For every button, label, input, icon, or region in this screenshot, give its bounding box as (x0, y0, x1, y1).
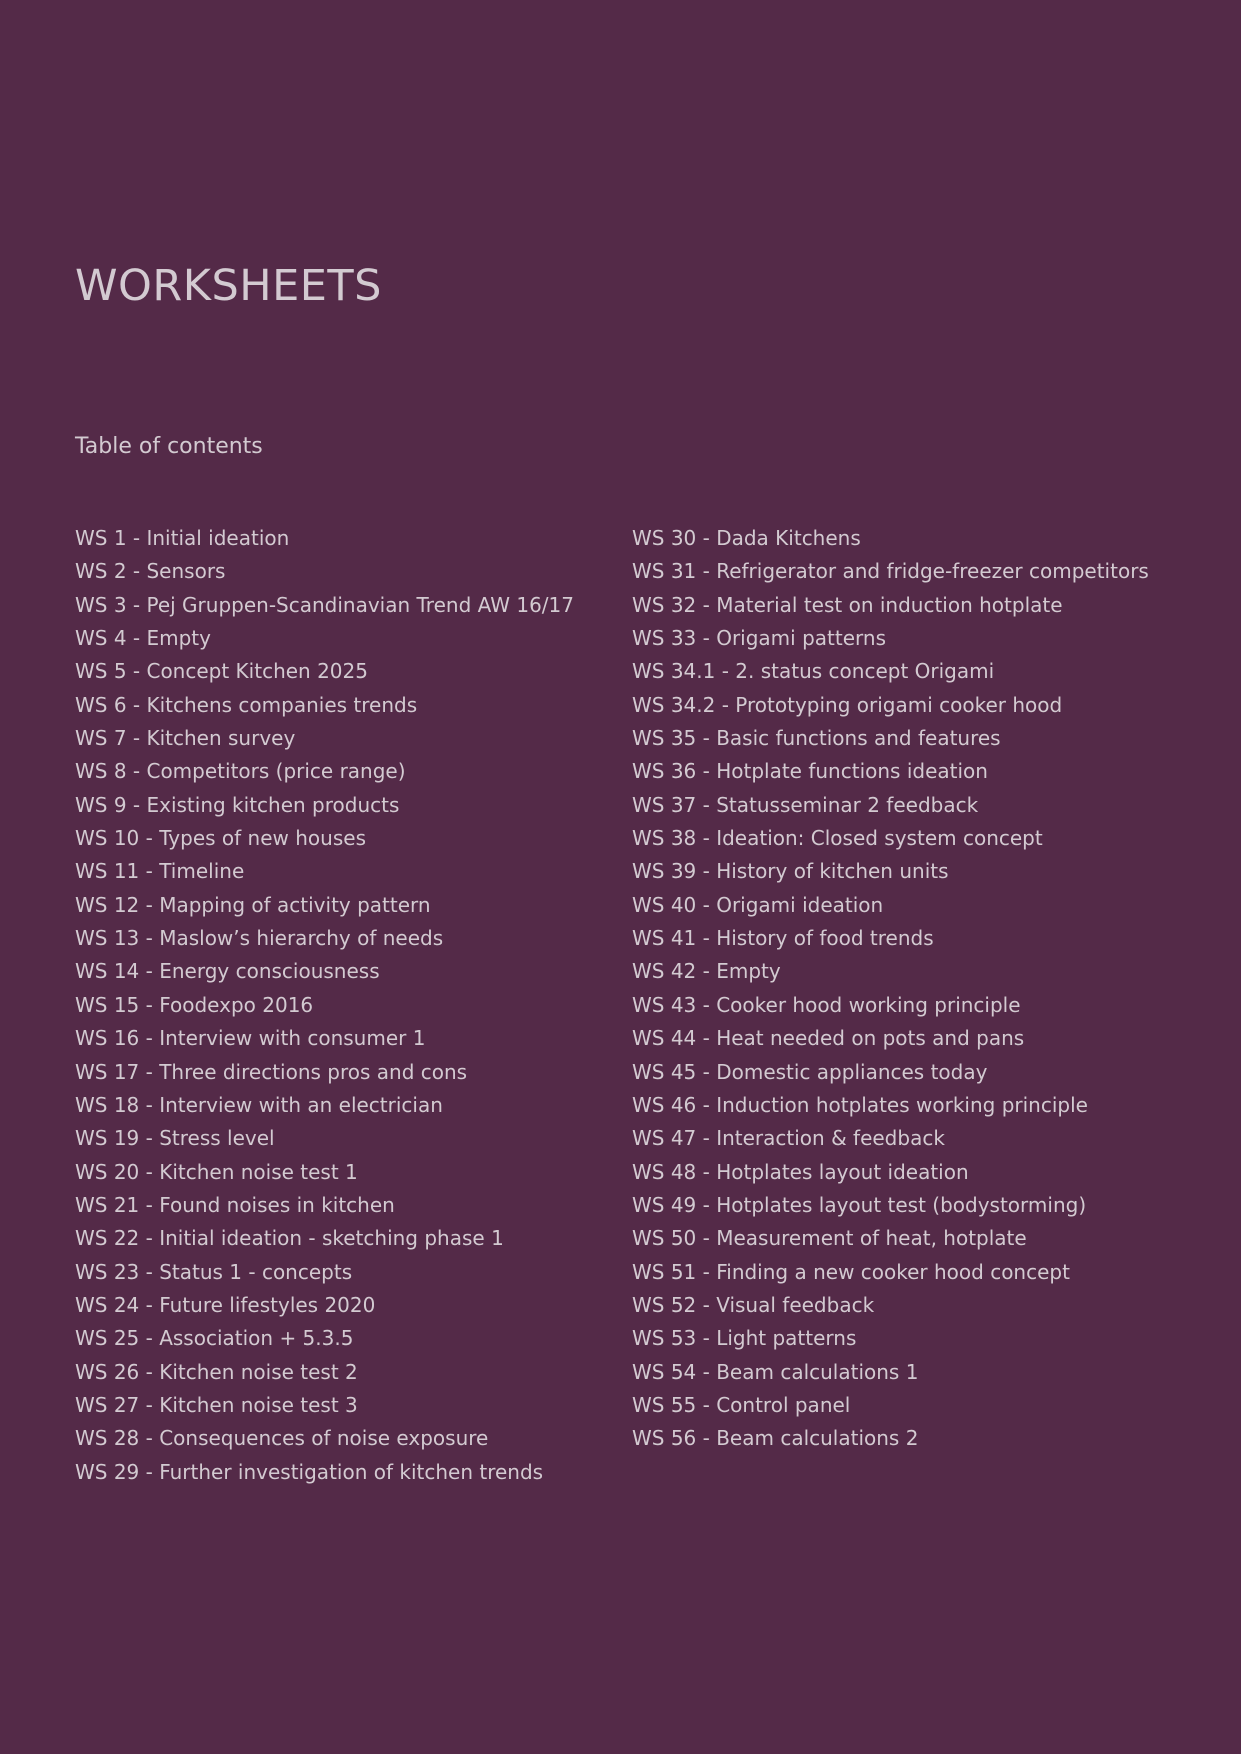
toc-item: WS 53 - Light patterns (632, 1326, 857, 1351)
toc-item: WS 56 - Beam calculations 2 (632, 1426, 919, 1451)
toc-item: WS 19 - Stress level (75, 1126, 275, 1151)
toc-item: WS 7 - Kitchen survey (75, 726, 296, 751)
toc-item: WS 8 - Competitors (price range) (75, 759, 406, 784)
toc-item: WS 22 - Initial ideation - sketching phase 1 (75, 1226, 504, 1251)
toc-item: WS 35 - Basic functions and features (632, 726, 1001, 751)
toc-item: WS 25 - Association + 5.3.5 (75, 1326, 354, 1351)
toc-item: WS 10 - Types of new houses (75, 826, 366, 851)
toc-item: WS 43 - Cooker hood working principle (632, 992, 1021, 1017)
toc-item: WS 49 - Hotplates layout test (bodystorming) (632, 1192, 1087, 1217)
toc-column-left (75, 522, 574, 1489)
toc-item: WS 17 - Three directions pros and cons (75, 1059, 468, 1084)
toc-item: WS 26 - Kitchen noise test 2 (75, 1359, 358, 1384)
toc-item: WS 29 - Further investigation of kitchen trends (75, 1459, 544, 1484)
toc-item: WS 12 - Mapping of activity pattern (75, 892, 431, 917)
toc-item: WS 15 - Foodexpo 2016 (75, 992, 314, 1017)
toc-item: WS 48 - Hotplates layout ideation (632, 1159, 969, 1184)
toc-item: WS 6 - Kitchens companies trends (75, 692, 418, 717)
toc-item: WS 9 - Existing kitchen products (75, 792, 400, 817)
toc-item: WS 2 - Sensors (75, 559, 226, 584)
toc-item: WS 42 - Empty (632, 959, 781, 984)
page-title: WORKSHEETS (75, 261, 382, 311)
toc-item: WS 32 - Material test on induction hotplate (632, 592, 1063, 617)
toc-item: WS 45 - Domestic appliances today (632, 1059, 988, 1084)
toc-item: WS 40 - Origami ideation (632, 892, 884, 917)
toc-item: WS 50 - Measurement of heat, hotplate (632, 1226, 1027, 1251)
toc-item: WS 23 - Status 1 - concepts (75, 1259, 353, 1284)
toc-item: WS 20 - Kitchen noise test 1 (75, 1159, 358, 1184)
toc-item: WS 34.2 - Prototyping origami cooker hood (632, 692, 1063, 717)
toc-item: WS 38 - Ideation: Closed system concept (632, 826, 1043, 851)
toc-heading: Table of contents (75, 434, 263, 459)
toc-item: WS 16 - Interview with consumer 1 (75, 1026, 426, 1051)
toc-item: WS 52 - Visual feedback (632, 1292, 875, 1317)
toc-item: WS 34.1 - 2. status concept Origami (632, 659, 995, 684)
toc-item: WS 30 - Dada Kitchens (632, 526, 861, 550)
toc-item: WS 4 - Empty (75, 626, 211, 651)
toc-item: WS 33 - Origami patterns (632, 626, 886, 651)
toc-item: WS 39 - History of kitchen units (632, 859, 949, 884)
toc-item: WS 1 - Initial ideation (75, 526, 290, 550)
toc-item: WS 46 - Induction hotplates working principle (632, 1092, 1088, 1117)
toc-item: WS 44 - Heat needed on pots and pans (632, 1026, 1025, 1051)
toc-item: WS 54 - Beam calculations 1 (632, 1359, 919, 1384)
toc-item: WS 36 - Hotplate functions ideation (632, 759, 988, 784)
toc-column-right (632, 522, 1149, 1456)
toc-item: WS 27 - Kitchen noise test 3 (75, 1392, 358, 1417)
toc-item: WS 41 - History of food trends (632, 926, 934, 951)
toc-item: WS 14 - Energy consciousness (75, 959, 380, 984)
toc-item: WS 47 - Interaction & feedback (632, 1126, 945, 1151)
toc-item: WS 11 - Timeline (75, 859, 245, 884)
toc-item: WS 21 - Found noises in kitchen (75, 1192, 395, 1217)
toc-item: WS 28 - Consequences of noise exposure (75, 1426, 489, 1451)
toc-item: WS 37 - Statusseminar 2 feedback (632, 792, 979, 817)
toc-item: WS 13 - Maslow’s hierarchy of needs (75, 926, 444, 951)
toc-item: WS 31 - Refrigerator and fridge-freezer competitors (632, 559, 1149, 584)
toc-item: WS 55 - Control panel (632, 1392, 851, 1417)
toc-item: WS 3 - Pej Gruppen-Scandinavian Trend AW 16/17 (75, 592, 574, 617)
toc-item: WS 24 - Future lifestyles 2020 (75, 1292, 376, 1317)
toc-item: WS 51 - Finding a new cooker hood concept (632, 1259, 1070, 1284)
toc-item: WS 5 - Concept Kitchen 2025 (75, 659, 368, 684)
toc-item: WS 18 - Interview with an electrician (75, 1092, 443, 1117)
